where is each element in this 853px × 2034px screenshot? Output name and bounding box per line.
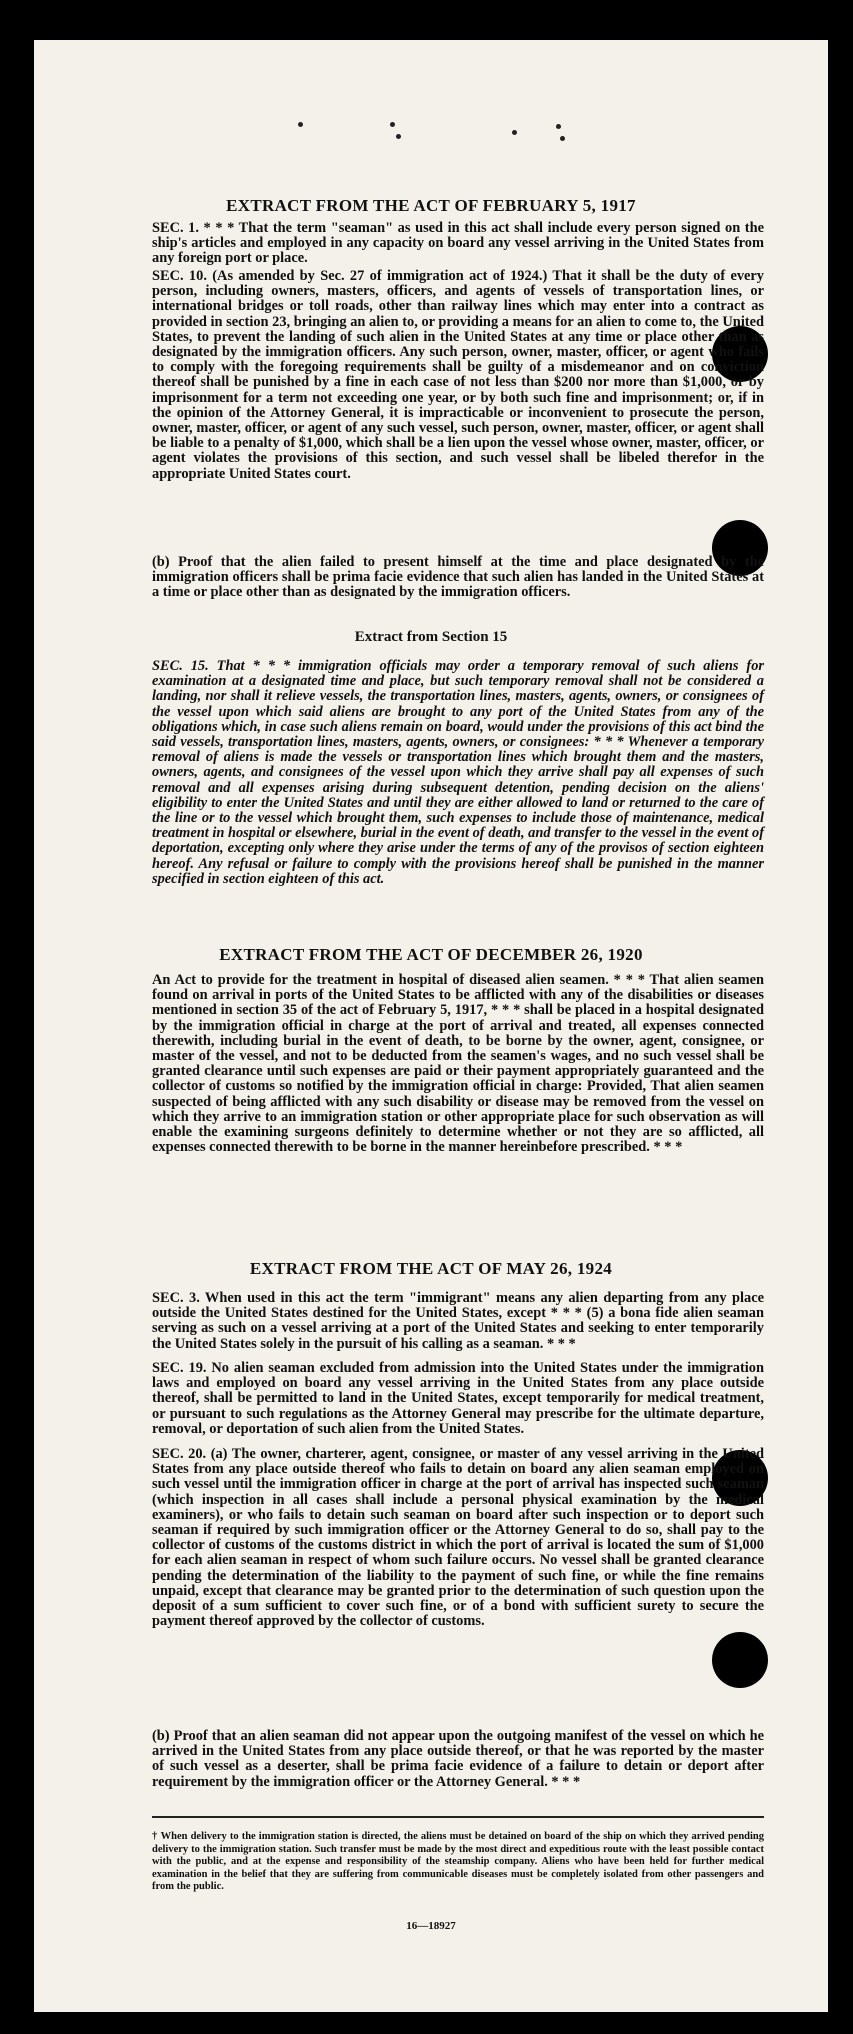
heading-act-1917: EXTRACT FROM THE ACT OF FEBRUARY 5, 1917 xyxy=(226,196,636,215)
paragraph-section-15: SEC. 15. That * * * immigration officials may order a temporary removal of such aliens for examination at a designated time and place, but such temporary removal shall not be considered a landing, nor shall it relieve vessels, the transportation lines, masters, agents, owners, or consignees of the vessel upon which said aliens are brought to any port of the United States from any of the obligations which, in case such aliens remain on board, would under the provisions of this act bind the said vessels, transportation lines, masters, agents, owners, or consignees: * * * Whenever a temporary removal of aliens is made the vessels or transportation lines which brought them and the masters, owners, agents, and consignees of the vessel upon which they arrive shall pay all expenses of such removal and all expenses arising during subsequent detention, pending decision on the aliens' eligibility to enter the United States and until they are either allowed to land or returned to the care of the line or to the vessel which brought them, such expenses to include those of maintenance, medical treatment in hospital or elsewhere, burial in the event of death, and transfer to the vessel in the event of deportation, excepting only where they arise under the terms of any of the provisos of section eighteen hereof. Any refusal or failure to comply with the provisions hereof shall be punished in the manner specified in section eighteen of this act. xyxy=(152,658,765,887)
ink-speck xyxy=(396,134,401,139)
punch-hole xyxy=(712,1632,768,1688)
ink-speck xyxy=(556,124,561,129)
ink-speck xyxy=(512,130,517,135)
footnote: † When delivery to the immigration station is directed, the aliens must be detained on board of the ship on which they arrived pending delivery to the immigration station. Such transfer must be made by the most direct and expeditious route with the least possible contact with the public, and at the expense and responsibility of the steamship company. Aliens who have been held for further medical examination in the belief that they are suffering from communicable diseases must be completely isolated from other passengers and from the public. xyxy=(152,1831,764,1892)
paragraph-1917-b: (b) Proof that the alien failed to present himself at the time and place designated by the immigration officers shall be prima facie evidence that such alien has landed in the United States at a time or place other than as designated by the immigration officers. xyxy=(152,554,764,601)
paragraph-1920: An Act to provide for the treatment in hospital of diseased alien seamen. * * * That alien seamen found on arrival in ports of the United States to be afflicted with any of the disabilities or diseases mentioned in section 35 of the act of February 5, 1917, * * * shall be placed in a hospital designated by the immigration official in charge at the port of arrival and treated, all expenses connected therewith, including burial in the event of death, to be borne by the owner, agent, consignee, or master of the vessel, and not to be deducted from the seamen's wages, and no such vessel shall be granted clearance until such expenses are paid or their payment appropriately guaranteed and the collector of customs so notified by the immigration official in charge: Provided, That alien seamen suspected of being afflicted with any such disability or disease may be removed from the vessel on which they arrive to an immigration station or other appropriate place for such observation as will enable the examining surgeons definitely to determine whether or not they are so afflicted, all expenses connected therewith to be borne in the manner hereinbefore prescribed. * * * xyxy=(152,972,764,1156)
paragraph-1917-sec1: SEC. 1. * * * That the term "seaman" as used in this act shall include every person signed on the ship's articles and employed in any capacity on board any vessel arriving in the United States from any foreign port or place. xyxy=(152,220,764,267)
paragraph-1924-sec3: SEC. 3. When used in this act the term "immigrant" means any alien departing from any place outside the United States destined for the United States, except * * * (5) a bona fide alien seaman serving as such on a vessel arriving at a port of the United States and seeking to enter temporarily the United States solely in the pursuit of his calling as a seaman. * * * xyxy=(152,1290,764,1352)
footnote-divider xyxy=(152,1816,764,1818)
paragraph-1924-b: (b) Proof that an alien seaman did not appear upon the outgoing manifest of the vessel on which he arrived in the United States from any place outside thereof, or that he was reported by the master of such vessel as a deserter, shall be prima facie evidence of a failure to detain or deport after requirement by the immigration officer or the Attorney General. * * * xyxy=(152,1728,764,1790)
paragraph-1924-sec19: SEC. 19. No alien seaman excluded from admission into the United States under the immigration laws and employed on board any vessel arriving in the United States from any place outside thereof, shall be permitted to land in the United States, except temporarily for medical treatment, or pursuant to such regulations as the Attorney General may prescribe for the ultimate departure, removal, or deportation of such alien from the United States. xyxy=(152,1360,764,1437)
heading-act-1924: EXTRACT FROM THE ACT OF MAY 26, 1924 xyxy=(249,1259,613,1278)
heading-section-15: Extract from Section 15 xyxy=(354,629,508,645)
form-number: 16—18927 xyxy=(406,1920,456,1932)
document-page xyxy=(34,40,828,2012)
ink-speck xyxy=(298,122,303,127)
paragraph-1917-sec10: SEC. 10. (As amended by Sec. 27 of immigration act of 1924.) That it shall be the duty of every person, including owners, masters, officers, and agents of vessels of transportation lines, or international bridges or toll roads, other than railway lines which may enter into a contract as provided in section 23, bringing an alien to, or providing a means for an alien to come to, the United States, to prevent the landing of such alien in the United States at any time or place other than as designated by the immigration officers. Any such person, owner, master, officer, or agent who fails to comply with the foregoing requirements shall be guilty of a misdemeanor and on conviction thereof shall be punished by a fine in each case of not less than $200 nor more than $1,000, or by imprisonment for a term not exceeding one year, or by both such fine and imprisonment; or, if in the opinion of the Attorney General, it is impracticable or inconvenient to prosecute the person, owner, master, officer, or agent of any such vessel, such person, owner, master, officer, or agent shall be liable to a penalty of $1,000, which shall be a lien upon the vessel whose owner, master, officer, or agent violates the provisions of this section, and such vessel shall be libeled therefor in the appropriate United States court. xyxy=(152,268,764,482)
ink-speck xyxy=(390,122,395,127)
paragraph-1924-sec20: SEC. 20. (a) The owner, charterer, agent, consignee, or master of any vessel arriving in the United States from any place outside thereof who fails to detain on board any alien seaman employed on such vessel until the immigration officer in charge at the port of arrival has inspected such seaman (which inspection in all cases shall include a personal physical examination by the medical examiners), or who fails to detain such seaman on board after such inspection or to deport such seaman if required by such immigration officer or the Attorney General to do so, shall pay to the collector of customs of the customs district in which the port of arrival is located the sum of $1,000 for each alien seaman in respect of whom such failure occurs. No vessel shall be granted clearance pending the determination of the liability to the payment of such fine, or while the fine remains unpaid, except that clearance may be granted prior to the determination of such question upon the deposit of a sum sufficient to cover such fine, or of a bond with sufficient surety to secure the payment thereof approved by the collector of customs. xyxy=(152,1446,764,1630)
heading-act-1920: EXTRACT FROM THE ACT OF DECEMBER 26, 1920 xyxy=(219,945,643,964)
ink-speck xyxy=(560,136,565,141)
